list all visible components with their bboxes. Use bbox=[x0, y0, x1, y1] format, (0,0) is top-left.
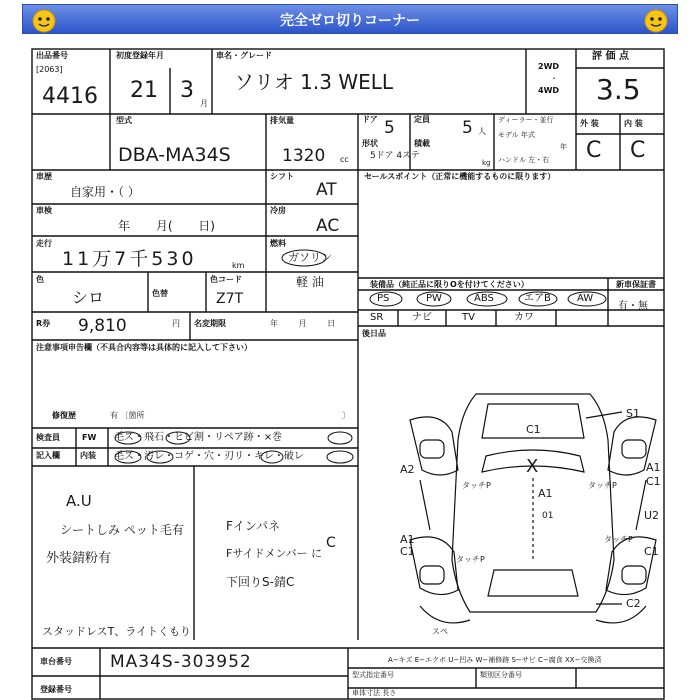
inspect-interior-label: 内装 bbox=[80, 451, 96, 460]
usage-label: 車歴 bbox=[36, 172, 52, 181]
mileage-value: 11万7千530 bbox=[62, 248, 197, 270]
damage-mark: 01 bbox=[542, 511, 554, 521]
name-change-label: 名変期限 bbox=[194, 319, 226, 328]
drive-dot: ・ bbox=[550, 74, 558, 83]
handle-label: ハンドル 左・右 bbox=[498, 156, 550, 164]
touch-mark: タッチP bbox=[604, 535, 633, 544]
lot-number: 4416 bbox=[42, 84, 98, 109]
mileage-unit: km bbox=[232, 261, 245, 270]
shape-value: 5ドア 4ステ bbox=[370, 151, 420, 161]
remark-8: スタッドレスT、ライトくもり bbox=[42, 625, 192, 638]
ac-value: AC bbox=[316, 216, 340, 236]
model-value: ソリオ 1.3 WELL bbox=[234, 70, 394, 94]
damage-mark: C1 bbox=[400, 545, 415, 558]
reg-label: 登録番号 bbox=[40, 685, 72, 694]
capacity-value: 5 bbox=[462, 118, 473, 138]
color-code-label: 色コード bbox=[210, 275, 242, 284]
body-size-label: 車体寸法 長さ bbox=[352, 689, 397, 697]
sales-label: セールスポイント（正常に機能するものに限ります） bbox=[364, 172, 556, 181]
displacement-label: 排気量 bbox=[270, 116, 294, 125]
equip-abs: ABS bbox=[474, 293, 494, 304]
damage-mark: C1 bbox=[526, 423, 541, 436]
damage-mark: A1 bbox=[400, 533, 415, 546]
capacity-label: 定員 bbox=[414, 115, 430, 124]
equip-navi: ナビ bbox=[412, 312, 432, 323]
lot-label: 出品番号 bbox=[36, 51, 68, 60]
interior-grade: C bbox=[630, 138, 646, 163]
reg-month: 3 bbox=[180, 78, 194, 103]
damage-mark: C1 bbox=[646, 475, 661, 488]
type-label: 型式 bbox=[116, 116, 132, 125]
score-value: 3.5 bbox=[596, 73, 641, 106]
exchanged-mark: X bbox=[526, 456, 539, 477]
warranty-value: 有・無 bbox=[618, 301, 648, 312]
fuel-alt: 軽 油 bbox=[296, 275, 324, 289]
ac-label: 冷房 bbox=[270, 206, 286, 215]
repair-label: 修復歴 bbox=[52, 411, 76, 420]
equip-aw: AW bbox=[577, 293, 594, 304]
shift-value: AT bbox=[316, 180, 337, 200]
score-label: 評 価 点 bbox=[592, 51, 629, 62]
type-value: DBA-MA34S bbox=[118, 144, 231, 166]
shift-label: シフト bbox=[270, 172, 294, 181]
damage-mark: A2 bbox=[400, 463, 415, 476]
model-year-label: モデル 年式 bbox=[498, 131, 535, 139]
drive-4wd: 4WD bbox=[538, 86, 560, 95]
damage-mark: U2 bbox=[644, 509, 660, 522]
damage-legend: A−キズ E−エクボ U−凹み W−補修跡 S−サビ C−腐食 XX−交換済 bbox=[388, 656, 602, 664]
entry-label: 記入欄 bbox=[36, 451, 60, 460]
first-reg-label: 初度登録年月 bbox=[116, 51, 164, 60]
remark-3: 外装錆粉有 bbox=[46, 551, 112, 566]
equip-airbag: エアB bbox=[524, 293, 551, 304]
inspection-label: 車検 bbox=[36, 206, 52, 215]
interior-label: 内 装 bbox=[624, 119, 643, 128]
banner-title: 完全ゼロ切りコーナー bbox=[280, 13, 420, 29]
recycle-unit: 円 bbox=[172, 319, 180, 328]
damage-mark: C2 bbox=[626, 597, 641, 610]
exterior-grade: C bbox=[586, 138, 602, 163]
model-year-unit: 年 bbox=[560, 143, 567, 151]
class-number-label: 類別区分番号 bbox=[480, 671, 522, 679]
recycle-value: 9,810 bbox=[78, 316, 127, 336]
warranty-label: 新車保証書 bbox=[616, 280, 656, 289]
exterior-label: 外 装 bbox=[580, 119, 599, 128]
lot-sub: [2063] bbox=[36, 65, 63, 74]
equip-tv: TV bbox=[462, 312, 475, 323]
fw-label: FW bbox=[82, 433, 97, 442]
remark-1: A.U bbox=[66, 492, 92, 510]
color-change-label: 色替 bbox=[152, 289, 168, 298]
touch-mark: タッチP bbox=[588, 481, 617, 490]
repair-value: 有 〔箇所 bbox=[110, 411, 145, 420]
chassis-value: MA34S-303952 bbox=[110, 652, 252, 672]
month-unit: 月 bbox=[200, 99, 208, 108]
shape-label: 形状 bbox=[362, 139, 378, 148]
name-change-value: 年 月 日 bbox=[270, 319, 336, 328]
remark-7: 下回りS-錆C bbox=[226, 575, 295, 589]
mileage-label: 走行 bbox=[36, 239, 52, 248]
fuel-label: 燃料 bbox=[270, 239, 286, 248]
equip-leather: カワ bbox=[514, 312, 534, 323]
interior-items: 毛ズ・汚レ・コゲ・穴・刃リ・キレ・破レ bbox=[114, 451, 304, 462]
equip-pw: PW bbox=[426, 293, 442, 304]
inspector-label: 検査員 bbox=[36, 433, 60, 442]
damage-mark: A1 bbox=[646, 461, 661, 474]
load-label: 積載 bbox=[414, 139, 430, 148]
equip-ps: PS bbox=[377, 293, 390, 304]
door-value: 5 bbox=[384, 118, 395, 138]
notes-label: 注意事項申告欄（不具合内容等は具体的に記入して下さい） bbox=[36, 343, 252, 352]
capacity-unit: 人 bbox=[478, 127, 486, 136]
equip-label: 装備品（純正品に限りΟを付けてください） bbox=[370, 280, 529, 289]
reg-year: 21 bbox=[130, 78, 158, 103]
load-unit: kg bbox=[482, 159, 491, 167]
remark-5: Fサイドメンバー に bbox=[226, 547, 323, 560]
damage-mark: A1 bbox=[538, 487, 553, 500]
color-value: シロ bbox=[72, 288, 105, 307]
inspection-value: 年 月( 日) bbox=[118, 219, 215, 233]
remark-6: C bbox=[326, 535, 336, 551]
spare-mark: スペ bbox=[432, 627, 448, 636]
repair-close: 〕 bbox=[342, 411, 350, 420]
chassis-label: 車台番号 bbox=[40, 657, 72, 666]
damage-mark: C1 bbox=[644, 545, 659, 558]
equip-sr: SR bbox=[370, 312, 384, 323]
door-label: ドア bbox=[362, 115, 378, 124]
displacement-unit: cc bbox=[340, 155, 349, 164]
damage-mark: S1 bbox=[626, 407, 640, 420]
dealer-label: ディーラー・並行 bbox=[498, 116, 554, 124]
color-label: 色 bbox=[36, 275, 44, 284]
model-label: 車名・グレード bbox=[216, 51, 272, 60]
usage-value: 自家用・（ ） bbox=[70, 185, 140, 199]
type-number-label: 型式指定番号 bbox=[352, 671, 394, 679]
displacement-value: 1320 bbox=[282, 146, 326, 166]
remark-2: シートしみ ペット毛有 bbox=[60, 523, 184, 537]
recycle-label: R券 bbox=[36, 319, 51, 328]
options-label: 後日品 bbox=[362, 329, 386, 338]
drive-2wd: 2WD bbox=[538, 62, 560, 71]
remark-4: Fインパネ bbox=[226, 519, 281, 533]
fuel-value: ガソリン bbox=[288, 251, 332, 264]
fw-items: 毛ズ・飛石・ヒビ割・リペア跡・×巻 bbox=[114, 432, 283, 443]
touch-mark: タッチP bbox=[456, 555, 485, 564]
color-code-value: Z7T bbox=[216, 291, 244, 307]
touch-mark: タッチP bbox=[462, 481, 491, 490]
